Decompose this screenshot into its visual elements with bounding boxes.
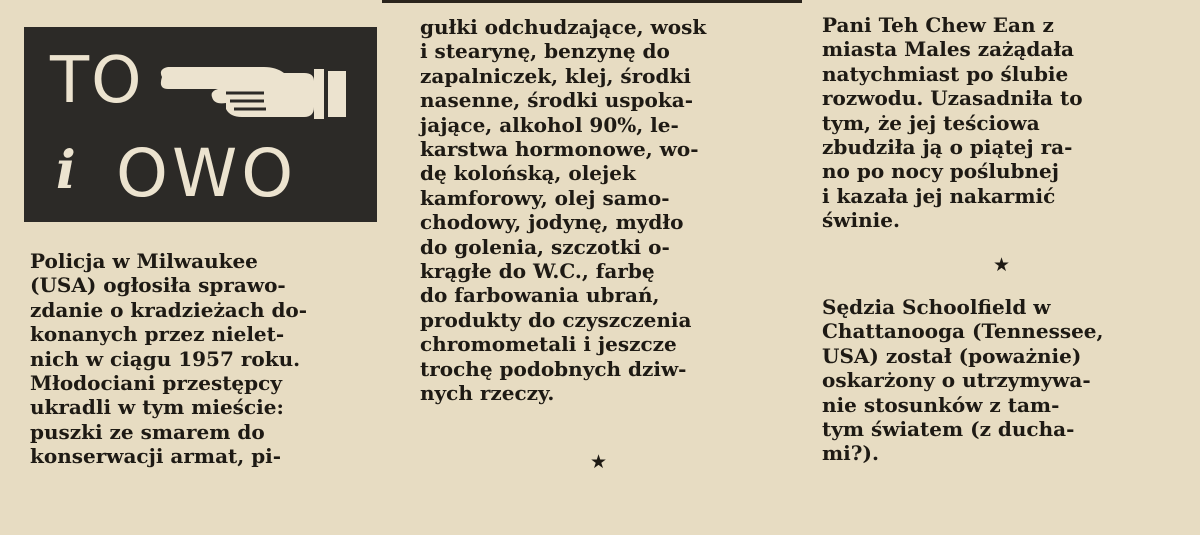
article-column-2: [420, 15, 772, 406]
logo-word-owo: OWO: [116, 135, 298, 212]
article-teh-chew-ean: Pani Teh Chew Ean z miasta Males zażądała natychmiast po ślubie rozwodu. Uzasadniła to tym, że jej teściowa zbudziła ją o piątej ra- no po nocy poślubnej i kazała jej nakarmić świnie.: [822, 13, 1083, 233]
separator-star: ★: [993, 254, 1011, 276]
article-milwaukee-part1: Policja w Milwaukee (USA) ogłosiła sprawo- zdanie o kradzieżach do- konanych przez nielet- nich w ciągu 1957 roku. Młodociani przestępcy ukradli w tym mieście: puszki ze smarem do konserwacji armat, pi-: [30, 249, 308, 469]
separator-star: ★: [590, 451, 608, 473]
section-logo: [24, 27, 377, 222]
article-judge-schoolfield: Sędzia Schoolfield w Chattanooga (Tennessee, USA) został (poważnie) oskarżony o utrzymywa- nie stosunków z tam- tym światem (z ducha- mi?).: [822, 295, 1104, 466]
logo-word-i: i: [56, 140, 76, 201]
pointing-hand-icon: [154, 47, 354, 127]
top-rule: [382, 0, 802, 3]
logo-word-to: TO: [50, 44, 144, 118]
article-milwaukee-part2: gułki odchudzające, wosk i stearynę, benzynę do zapalniczek, klej, środki nasenne, środki uspoka- jające, alkohol 90%, le- karstwa hormonowe, wo- dę kolońską, olejek kamforowy, olej samo- chodowy, jodynę, mydło do golenia, szczotki o- krągłe do W.C., farbę do farbowania ubrań, produkty do czyszczenia chromometali i jeszcze trochę podobnych dziw- nych rzeczy.: [420, 15, 707, 406]
article-column-3: [822, 13, 1176, 466]
article-column-1: [30, 249, 372, 469]
